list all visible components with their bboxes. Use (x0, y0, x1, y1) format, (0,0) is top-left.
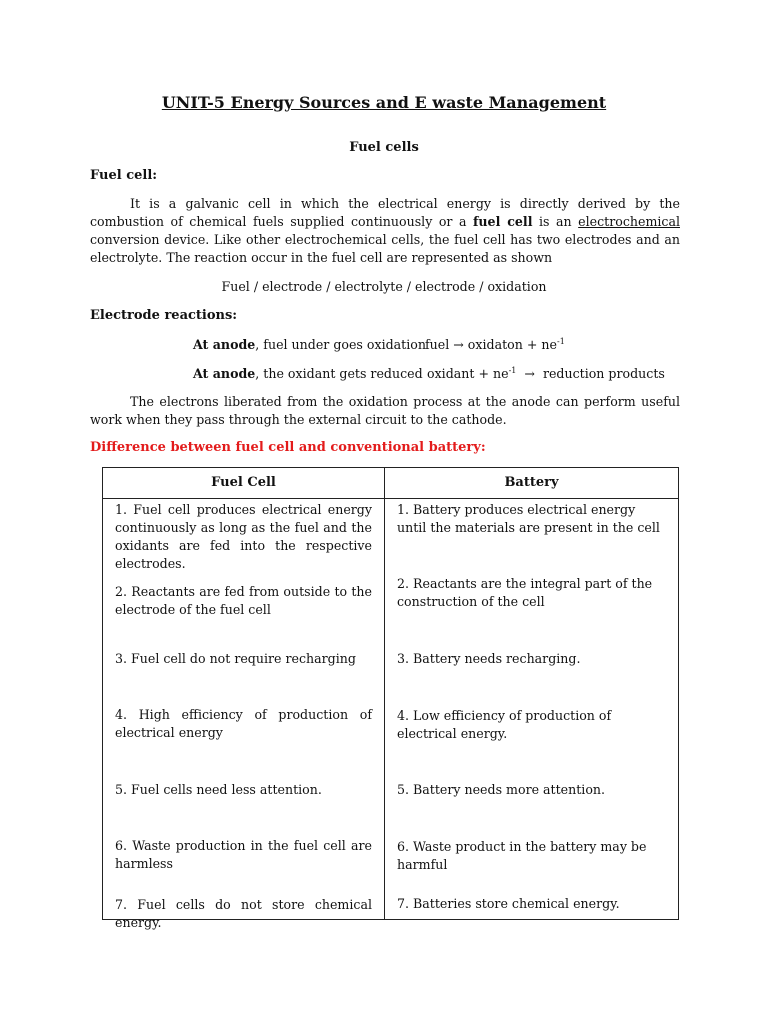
cell-representation: Fuel / electrode / electrolyte / electrode / oxidation (221, 279, 547, 294)
definition-heading: Fuel cell: (90, 168, 158, 183)
fuel-cell-point-3: 3. Fuel cell do not require recharging (115, 651, 356, 666)
battery-point-4: 4. Low efficiency of production of electrical energy. (397, 708, 612, 741)
difference-heading: Difference between fuel cell and conventional battery: (90, 440, 486, 455)
header-battery: Battery (385, 468, 679, 499)
fuel-cell-point-6: 6. Waste production in the fuel cell are harmless (115, 838, 372, 871)
definition-paragraph (90, 195, 680, 267)
battery-point-7: 7. Batteries store chemical energy. (397, 896, 620, 911)
fuel-cell-point-1: 1. Fuel cell produces electrical energy continuously as long as the fuel and the oxidants are fed into the respective electrodes. (115, 502, 372, 571)
reaction-1-equation: fuel → oxidaton + $ne^{-1}$ (425, 337, 565, 352)
reaction-row-2 (193, 366, 423, 381)
fuel-cell-point-4: 4. High efficiency of production of electrical energy (115, 707, 372, 740)
fuel-cell-column (103, 499, 385, 930)
definition-text-1: It is a galvanic cell in which the electrical energy is directly derived by the combustion of chemical fuels supplied continuously or a (90, 196, 680, 229)
battery-point-6: 6. Waste product in the battery may be harmful (397, 839, 647, 872)
fuel-cell-point-5: 5. Fuel cells need less attention. (115, 782, 322, 797)
electrode-reactions-heading: Electrode reactions: (90, 308, 238, 323)
battery-point-1: 1. Battery produces electrical energy until the materials are present in the cell (397, 502, 660, 535)
reaction-2-equation: oxidant + $ne^{-1}$ → reduction products (427, 366, 665, 381)
reaction-2-text: , the oxidant gets reduced (255, 366, 423, 381)
battery-column (385, 499, 679, 920)
reaction-2-label: At anode (193, 366, 256, 381)
header-fuel-cell: Fuel Cell (103, 468, 385, 499)
table-body-row (103, 499, 679, 920)
reaction-1-label: At anode (193, 337, 256, 352)
electrons-paragraph (90, 393, 680, 429)
reaction-1-text: , fuel under goes oxidation (255, 337, 426, 352)
reaction-row-1 (193, 337, 426, 352)
definition-text-3: conversion device. Like other electrochemical cells, the fuel cell has two electrodes and an electrolyte. The reaction occur in the fuel cell are represented as shown (90, 232, 680, 265)
definition-underlined-term: electrochemical (578, 214, 680, 229)
battery-point-5: 5. Battery needs more attention. (397, 782, 606, 797)
table-header-row (103, 468, 679, 499)
section-subtitle: Fuel cells (349, 140, 419, 155)
page-title: UNIT-5 Energy Sources and E waste Management (161, 93, 607, 112)
definition-bold-term: fuel cell (472, 214, 533, 229)
definition-text-2: is an (532, 214, 579, 229)
battery-point-3: 3. Battery needs recharging. (397, 651, 581, 666)
fuel-cell-point-2: 2. Reactants are fed from outside to the electrode of the fuel cell (115, 584, 372, 617)
fuel-cell-point-7: 7. Fuel cells do not store chemical energy. (115, 897, 372, 930)
battery-point-2: 2. Reactants are the integral part of the construction of the cell (397, 576, 653, 609)
electrons-text: The electrons liberated from the oxidation process at the anode can perform useful work when they pass through the external circuit to the cathode. (90, 394, 680, 427)
comparison-table (102, 467, 679, 930)
